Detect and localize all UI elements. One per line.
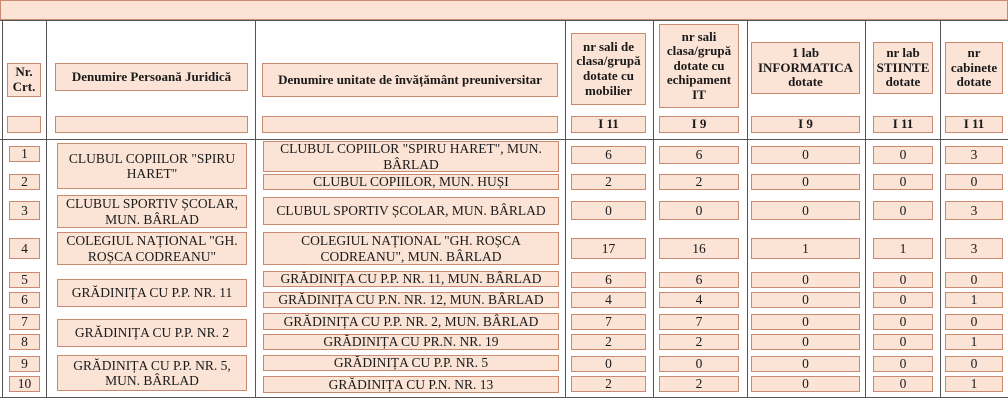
mobilier-cell-text: 4 xyxy=(605,292,612,308)
mobilier-cell-text: 2 xyxy=(605,376,612,392)
grid-line xyxy=(0,397,1008,398)
legal-entity-cell xyxy=(57,232,247,265)
lab-stiinte-cell xyxy=(873,174,933,190)
school-unit-cell xyxy=(263,376,559,393)
lab-stiinte-cell xyxy=(873,272,933,288)
echipament-it-cell-text: 16 xyxy=(692,240,706,256)
echipament-it-cell-text: 0 xyxy=(695,356,703,372)
echipament-it-cell-text: 0 xyxy=(695,202,703,218)
code-text: I 11 xyxy=(963,116,985,132)
echipament-it-cell xyxy=(659,376,739,392)
echipament-it-cell xyxy=(659,174,739,190)
echipament-it-cell xyxy=(659,201,739,220)
legal-entity-cell xyxy=(57,279,247,307)
echipament-it-cell xyxy=(659,356,739,372)
cabinete-cell-text: 0 xyxy=(970,314,978,330)
mobilier-cell xyxy=(571,376,646,392)
echipament-it-cell-text: 7 xyxy=(695,314,703,330)
legal-entity-text: GRĂDINIȚA CU P.P. NR. 5, MUN. BÂRLAD xyxy=(73,357,231,388)
school-unit-cell-text: GRĂDINIȚA CU P.N. NR. 12, MUN. BÂRLAD xyxy=(278,292,544,308)
grid-line xyxy=(565,20,566,398)
lab-stiinte-cell-text: 1 xyxy=(899,240,907,256)
row-number-cell xyxy=(9,356,40,372)
lab-informatica-cell-text: 0 xyxy=(802,292,809,308)
row-number-cell-text: 8 xyxy=(21,334,28,350)
code-cell xyxy=(571,116,646,133)
school-unit-cell-text: GRĂDINIȚA CU P.P. NR. 11, MUN. BÂRLAD xyxy=(280,271,542,287)
cabinete-cell xyxy=(945,201,1003,220)
code-cell-empty xyxy=(7,116,41,133)
header-persoana-text: Denumire Persoană Juridică xyxy=(71,68,232,84)
lab-stiinte-cell-text: 0 xyxy=(899,147,907,163)
echipament-it-cell-text: 6 xyxy=(695,147,703,163)
legal-entity-cell xyxy=(57,195,247,228)
lab-stiinte-cell-text: 0 xyxy=(899,272,907,288)
grid-line xyxy=(747,20,748,398)
lab-stiinte-cell xyxy=(873,201,933,220)
lab-informatica-cell xyxy=(751,146,860,164)
row-number-cell xyxy=(9,146,40,162)
cabinete-cell-text: 0 xyxy=(970,174,978,190)
cabinete-cell xyxy=(945,146,1003,164)
header-stiinte-text: nr lab STIINTE dotate xyxy=(876,45,930,90)
lab-stiinte-cell xyxy=(873,376,933,392)
school-unit-cell-text: CLUBUL SPORTIV ȘCOLAR, MUN. BÂRLAD xyxy=(276,203,546,219)
lab-informatica-cell xyxy=(751,314,860,330)
cabinete-cell-text: 0 xyxy=(970,272,978,288)
cabinete-cell-text: 1 xyxy=(970,292,978,308)
header-unitate xyxy=(262,63,558,97)
school-unit-cell-text: GRĂDINIȚA CU P.N. NR. 13 xyxy=(328,376,494,392)
mobilier-cell-text: 6 xyxy=(605,272,612,288)
cabinete-cell xyxy=(945,174,1003,190)
cabinete-cell-text: 0 xyxy=(970,356,978,372)
legal-entity-text: GRĂDINIȚA CU P.P. NR. 2 xyxy=(74,325,230,341)
code-cell-empty xyxy=(262,116,558,133)
echipament-it-cell-text: 2 xyxy=(695,174,703,190)
echipament-it-cell-text: 2 xyxy=(695,376,703,392)
lab-stiinte-cell xyxy=(873,292,933,308)
lab-informatica-cell-text: 0 xyxy=(802,334,809,350)
mobilier-cell xyxy=(571,334,646,350)
cabinete-cell-text: 1 xyxy=(970,376,978,392)
row-number-cell-text: 3 xyxy=(21,202,28,218)
mobilier-cell xyxy=(571,272,646,288)
grid-line xyxy=(653,20,654,398)
mobilier-cell xyxy=(571,292,646,308)
lab-stiinte-cell-text: 0 xyxy=(899,314,907,330)
lab-informatica-cell-text: 1 xyxy=(802,240,809,256)
lab-informatica-cell xyxy=(751,174,860,190)
legal-entity-cell xyxy=(57,143,247,189)
lab-informatica-cell-text: 0 xyxy=(802,147,809,163)
lab-informatica-cell xyxy=(751,356,860,372)
lab-informatica-cell xyxy=(751,292,860,308)
school-unit-cell-text: GRĂDINIȚA CU P.P. NR. 5 xyxy=(333,355,489,371)
code-cell-empty xyxy=(55,116,248,133)
header-lab-stiinte xyxy=(873,42,933,94)
school-unit-cell xyxy=(263,197,559,225)
school-unit-cell-text: GRĂDINIȚA CU P.P. NR. 2, MUN. BÂRLAD xyxy=(283,313,539,329)
mobilier-cell-text: 0 xyxy=(605,202,612,218)
mobilier-cell-text: 0 xyxy=(605,356,612,372)
mobilier-cell-text: 6 xyxy=(605,147,612,163)
echipament-it-cell-text: 2 xyxy=(695,334,703,350)
lab-informatica-cell xyxy=(751,334,860,350)
school-unit-cell xyxy=(263,141,559,172)
top-band xyxy=(0,0,1008,20)
legal-entity-cell xyxy=(57,319,247,347)
header-nr-crt-text: Nr. Crt. xyxy=(12,64,36,94)
lab-informatica-cell-text: 0 xyxy=(802,376,809,392)
school-unit-cell xyxy=(263,232,559,265)
echipament-it-cell xyxy=(659,146,739,164)
legal-entity-cell xyxy=(57,355,247,391)
mobilier-cell xyxy=(571,356,646,372)
mobilier-cell-text: 2 xyxy=(605,334,612,350)
lab-stiinte-cell xyxy=(873,356,933,372)
lab-informatica-cell xyxy=(751,238,860,259)
lab-stiinte-cell-text: 0 xyxy=(899,174,907,190)
mobilier-cell xyxy=(571,201,646,220)
row-number-cell xyxy=(9,174,40,190)
lab-informatica-cell-text: 0 xyxy=(802,272,809,288)
header-cabinete-text: nr cabinete dotate xyxy=(950,45,998,90)
school-unit-cell-text: COLEGIUL NAȚIONAL "GH. ROȘCA CODREANU", MUN. BÂRLAD xyxy=(301,233,521,264)
lab-stiinte-cell-text: 0 xyxy=(899,292,907,308)
row-number-cell-text: 5 xyxy=(21,272,28,288)
cabinete-cell xyxy=(945,334,1003,350)
header-lab-informatica xyxy=(751,42,860,94)
row-number-cell-text: 10 xyxy=(17,376,32,392)
mobilier-cell-text: 2 xyxy=(605,174,612,190)
lab-informatica-cell-text: 0 xyxy=(802,202,809,218)
mobilier-cell-text: 7 xyxy=(605,314,612,330)
header-nr-crt xyxy=(7,63,41,97)
code-cell xyxy=(659,116,739,133)
lab-informatica-cell-text: 0 xyxy=(802,174,809,190)
lab-stiinte-cell-text: 0 xyxy=(899,376,907,392)
row-number-cell xyxy=(9,238,40,259)
grid-line xyxy=(2,20,3,398)
lab-stiinte-cell-text: 0 xyxy=(899,356,907,372)
row-number-cell xyxy=(9,314,40,330)
cabinete-cell xyxy=(945,272,1003,288)
grid-line xyxy=(865,20,866,398)
lab-informatica-cell xyxy=(751,376,860,392)
grid-line xyxy=(940,20,941,398)
mobilier-cell-text: 17 xyxy=(601,240,616,256)
grid-line xyxy=(0,139,1008,140)
school-unit-cell xyxy=(263,355,559,371)
cabinete-cell-text: 3 xyxy=(970,147,978,163)
row-number-cell-text: 6 xyxy=(21,292,28,308)
code-text: I 9 xyxy=(691,116,707,132)
code-cell xyxy=(945,116,1003,133)
school-unit-cell xyxy=(263,334,559,350)
grid-line xyxy=(46,20,47,398)
header-persoana-juridica xyxy=(55,63,248,91)
cabinete-cell xyxy=(945,356,1003,372)
school-unit-cell-text: GRĂDINIȚA CU PR.N. NR. 19 xyxy=(323,334,499,350)
row-number-cell xyxy=(9,201,40,220)
grid-line xyxy=(255,20,256,398)
school-unit-cell xyxy=(263,271,559,287)
row-number-cell xyxy=(9,292,40,308)
legal-entity-text: COLEGIUL NAȚIONAL "GH. ROȘCA CODREANU" xyxy=(66,233,238,264)
echipament-it-cell xyxy=(659,272,739,288)
header-mobilier xyxy=(571,33,646,105)
school-unit-cell xyxy=(263,313,559,330)
lab-informatica-cell-text: 0 xyxy=(802,314,809,330)
lab-informatica-cell xyxy=(751,201,860,220)
cabinete-cell xyxy=(945,314,1003,330)
legal-entity-text: CLUBUL COPIILOR "SPIRU HARET" xyxy=(68,150,236,181)
lab-informatica-cell xyxy=(751,272,860,288)
mobilier-cell xyxy=(571,314,646,330)
lab-stiinte-cell xyxy=(873,314,933,330)
cabinete-cell-text: 1 xyxy=(970,334,978,350)
legal-entity-text: CLUBUL SPORTIV ȘCOLAR, MUN. BÂRLAD xyxy=(65,196,239,227)
legal-entity-text: GRĂDINIȚA CU P.P. NR. 11 xyxy=(71,285,233,301)
cabinete-cell xyxy=(945,238,1003,259)
echipament-it-cell-text: 6 xyxy=(695,272,703,288)
cabinete-cell xyxy=(945,376,1003,392)
header-unitate-text: Denumire unitate de învățământ preuniversitar xyxy=(278,71,542,87)
cabinete-cell-text: 3 xyxy=(970,240,978,256)
row-number-cell xyxy=(9,334,40,350)
echipament-it-cell-text: 4 xyxy=(695,292,703,308)
row-number-cell-text: 4 xyxy=(21,240,28,256)
code-cell xyxy=(873,116,933,133)
echipament-it-cell xyxy=(659,334,739,350)
cabinete-cell-text: 3 xyxy=(970,202,978,218)
header-informatica-text: 1 lab INFORMATICA dotate xyxy=(757,45,854,90)
row-number-cell-text: 1 xyxy=(21,146,28,162)
cabinete-cell xyxy=(945,292,1003,308)
school-unit-cell-text: CLUBUL COPIILOR, MUN. HUȘI xyxy=(313,174,509,190)
row-number-cell-text: 9 xyxy=(21,356,28,372)
lab-stiinte-cell-text: 0 xyxy=(899,202,907,218)
lab-stiinte-cell xyxy=(873,146,933,164)
grid-line xyxy=(0,20,1008,21)
header-mobilier-text: nr sali de clasa/grupă dotate cu mobilier xyxy=(576,38,641,98)
echipament-it-cell xyxy=(659,292,739,308)
header-echipament-it xyxy=(659,24,739,108)
header-it-text: nr sali clasa/grupă dotate cu echipament IT xyxy=(666,28,732,102)
school-unit-cell xyxy=(263,292,559,308)
lab-stiinte-cell-text: 0 xyxy=(899,334,907,350)
mobilier-cell xyxy=(571,174,646,190)
mobilier-cell xyxy=(571,146,646,164)
lab-informatica-cell-text: 0 xyxy=(802,356,809,372)
school-unit-cell xyxy=(263,174,559,190)
header-cabinete xyxy=(945,42,1003,94)
lab-stiinte-cell xyxy=(873,334,933,350)
code-text: I 11 xyxy=(598,116,619,132)
code-text: I 9 xyxy=(798,116,813,132)
row-number-cell xyxy=(9,376,40,392)
echipament-it-cell xyxy=(659,238,739,259)
row-number-cell-text: 7 xyxy=(21,314,28,330)
code-text: I 11 xyxy=(892,116,914,132)
school-unit-cell-text: CLUBUL COPIILOR "SPIRU HARET", MUN. BÂRLAD xyxy=(280,141,542,172)
row-number-cell-text: 2 xyxy=(21,174,28,190)
echipament-it-cell xyxy=(659,314,739,330)
lab-stiinte-cell xyxy=(873,238,933,259)
row-number-cell xyxy=(9,272,40,288)
mobilier-cell xyxy=(571,238,646,259)
code-cell xyxy=(751,116,860,133)
